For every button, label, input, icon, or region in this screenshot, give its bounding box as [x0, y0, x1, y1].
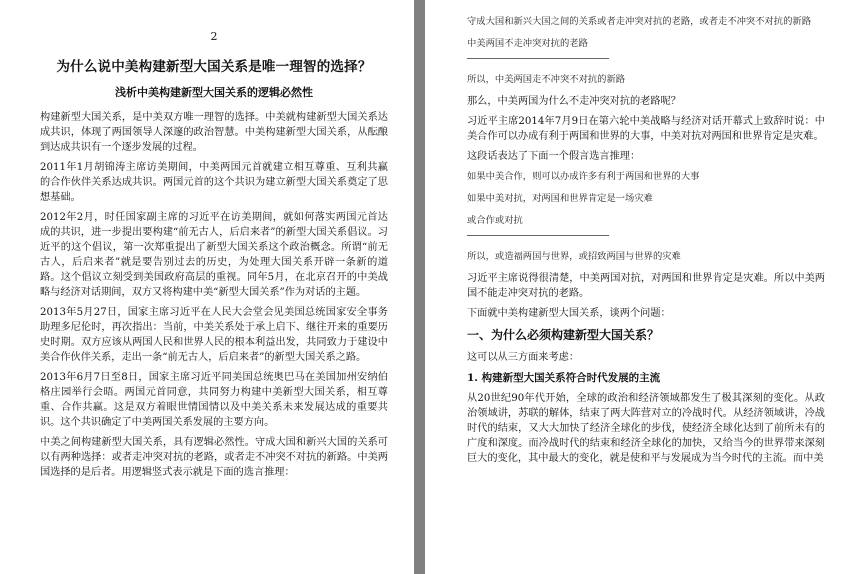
- syllogism-conclusion: 所以，或造福两国与世界，或招致两国与世界的灾难: [467, 251, 681, 262]
- syllogism-premise: 守成大国和新兴大国之间的关系或者走冲突对抗的老路，或者走不冲突不对抗的新路: [467, 16, 811, 27]
- subsection-heading: 1. 构建新型大国关系符合时代发展的主流: [467, 372, 661, 384]
- paragraph: 中美之间构建新型大国关系，具有逻辑必然性。守成大国和新兴大国的关系可以有两种选择：或者走冲突对抗的老路，或者走不冲突不对抗的新路。中美两国选择的是后者。用逻辑竖式表示就是下面的选言推理：: [40, 437, 388, 478]
- syllogism-divider: [467, 58, 609, 59]
- paragraph: 下面就中美构建新型大国关系，谈两个问题：: [467, 308, 671, 319]
- syllogism-premise: 或合作或对抗: [467, 215, 523, 226]
- paragraph: 习近平主席说得很清楚，中美两国对抗，对两国和世界肯定是灾难。所以中美两国不能走冲突对抗的老路。: [467, 273, 825, 299]
- paragraph: 2013年6月7日至8日，国家主席习近平同美国总统奥巴马在美国加州安纳伯格庄园举行会晤。两国元首同意，共同努力构建中美新型大国关系，相互尊重、合作共赢。这是双方着眼世情国情以及中美关系未来发展达成的重要共识。这个共识确定了中美两国关系发展的主要方向。: [40, 372, 388, 428]
- paragraph: 这段话表达了下面一个假言选言推理：: [467, 151, 641, 162]
- paragraph: 2011年1月胡锦涛主席访美期间，中美两国元首就建立相互尊重、互利共赢的合作伙伴关系达成共识。两国元首的这个共识为建立新型大国关系奠定了思想基础。: [40, 162, 388, 203]
- article-title: 为什么说中美构建新型大国关系是唯一理智的选择？: [56, 59, 372, 75]
- right-page: [425, 0, 845, 574]
- paragraph: 2013年5月27日，国家主席习近平在人民大会堂会见美国总统国家安全事务助理多尼伦时，再次指出：当前，中美关系处于承上启下、继往开来的重要历史时期。双方应该从两国人民和世界人民的根本利益出发，共同致力于建设中美合作伙伴关系，走出一条“前无古人，后启来者”的新型大国关系之路。: [40, 307, 388, 363]
- paragraph: 从20世纪90年代开始，全球的政治和经济领域都发生了极其深刻的变化。从政治领域讲，苏联的解体，结束了两大阵营对立的冷战时代。从经济领域讲，冷战时代的结束，又大大加快了经济全球化的步伐，使经济全球化达到了前所未有的广度和深度。而冷战时代的结束和经济全球化的加快，又给当今的世界带来深刻巨大的变化，其中最大的变化，就是使和平与发展成为当今时代的主流。而中美: [467, 393, 825, 464]
- syllogism-premise: 如果中美对抗，对两国和世界肯定是一场灾难: [467, 193, 653, 204]
- paragraph: 那么，中美两国为什么不走冲突对抗的老路呢？: [467, 96, 681, 107]
- page-number: 2: [210, 30, 218, 43]
- article-subtitle: 浅析中美构建新型大国关系的逻辑必然性: [115, 86, 313, 99]
- syllogism-conclusion: 所以，中美两国走不冲突不对抗的新路: [467, 74, 626, 85]
- syllogism-premise: 中美两国不走冲突对抗的老路: [467, 38, 588, 49]
- paragraph: 这可以从三方面来考虑：: [467, 352, 580, 363]
- syllogism-premise: 如果中美合作，则可以办成许多有利于两国和世界的大事: [467, 171, 700, 182]
- paragraph: 2012年2月，时任国家副主席的习近平在访美期间，就如何落实两国元首达成的共识，进一步提出要构建“前无古人，后启来者”的新型大国关系倡议。习近平的这个倡议，第一次郑重提出了新型大国关系这个政治概念。所谓“前无古人，后启来者”就是要告别过去的历史，为处理大国关系开辟一条新的道路。这个倡议立刻受到美国政府高层的重视。同年5月，在北京召开的中美战略与经济对话期间，双方又将构建中美“新型大国关系”作为对话的主题。: [40, 212, 388, 298]
- paragraph: 构建新型大国关系，是中美双方唯一理智的选择。中美就构建新型大国关系达成共识，体现了两国领导人深邃的政治智慧。中美构建新型大国关系，从酝酿到达成共识有一个逐步发展的过程。: [40, 112, 388, 153]
- syllogism-divider: [467, 235, 609, 236]
- paragraph: 习近平主席2014年7月9日在第六轮中美战略与经济对话开幕式上致辞时说：中美合作可以办成有利于两国和世界的大事，中美对抗对两国和世界肯定是灾难。: [467, 116, 825, 142]
- section-heading: 一、为什么必须构建新型大国关系？: [467, 328, 660, 342]
- left-page: [0, 0, 414, 574]
